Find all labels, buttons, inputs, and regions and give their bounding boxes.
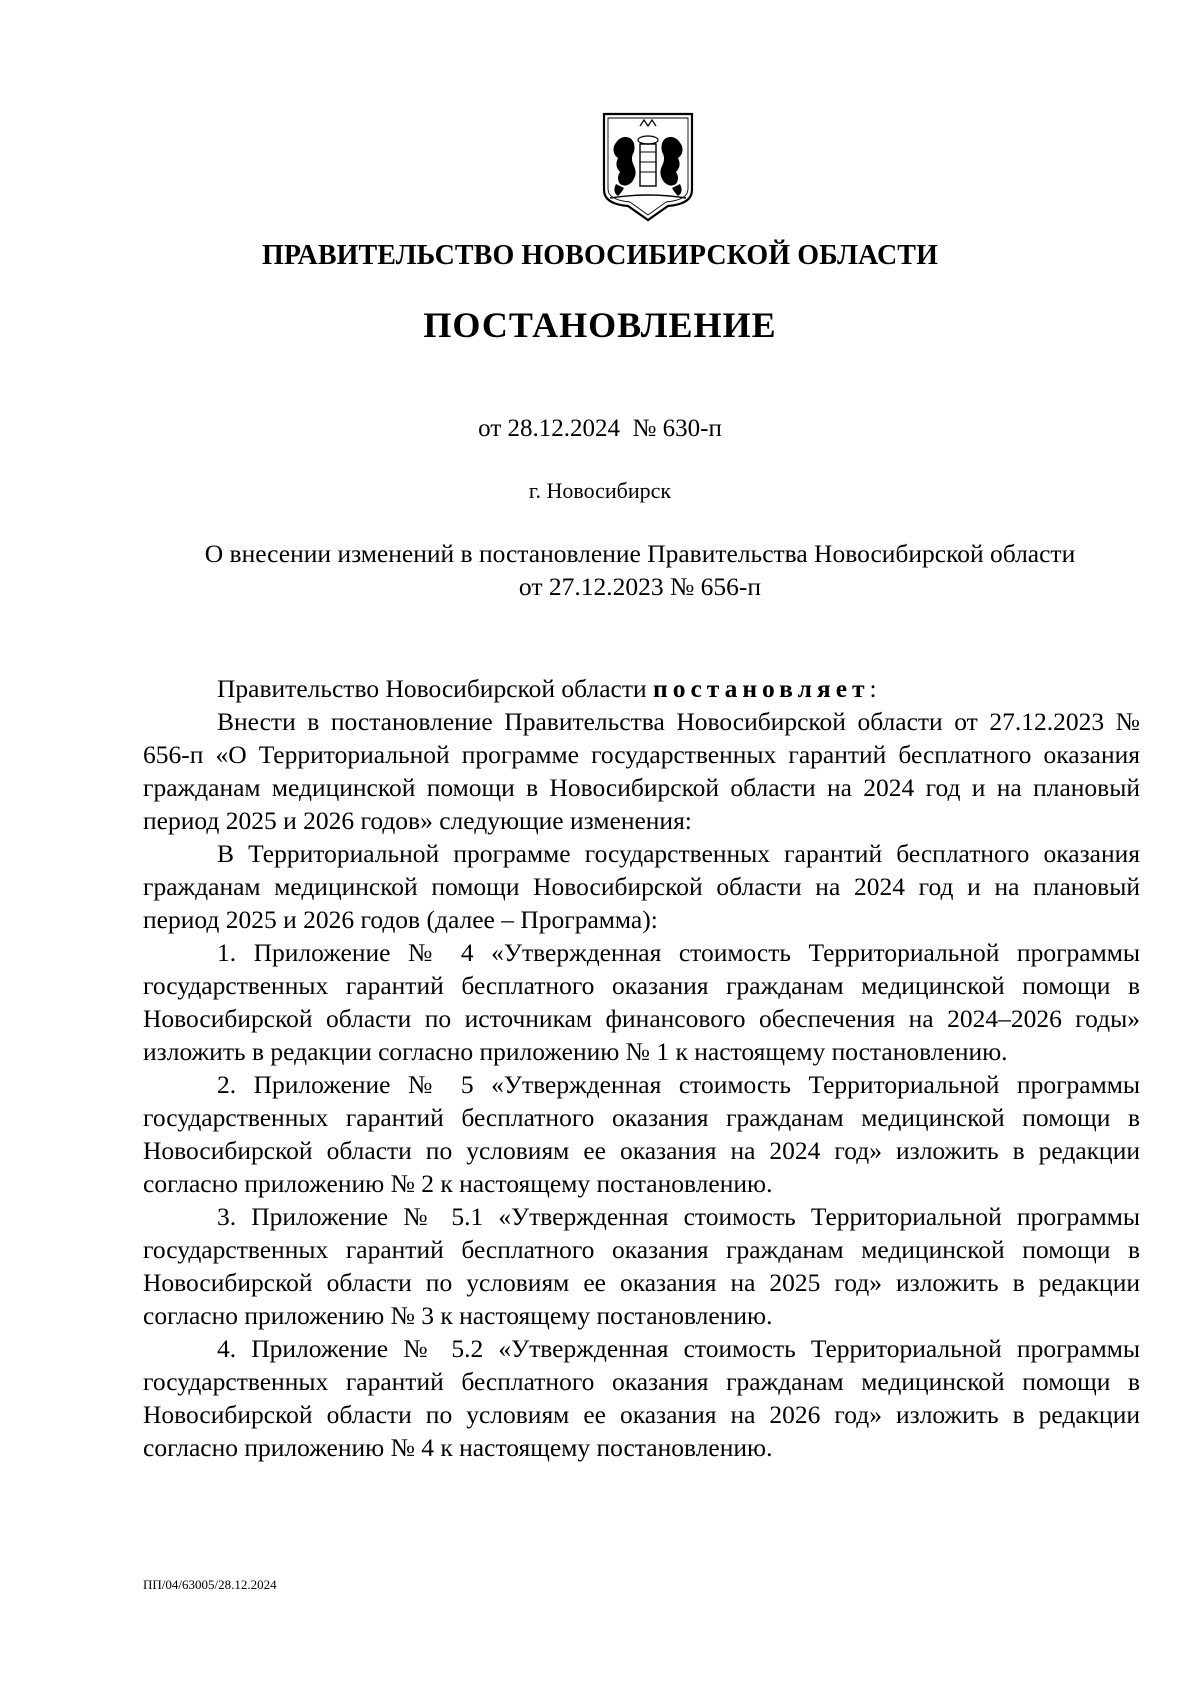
organization-title: ПРАВИТЕЛЬСТВО НОВОСИБИРСКОЙ ОБЛАСТИ xyxy=(262,240,938,271)
body-item-1: 1. Приложение № 4 «Утвержденная стоимость Территориальной программы государственных гарантий бесплатного оказания гражданам медицинской помощи в Новосибирской области по источникам финансового обеспечения на 2024–2026 годы» изложить в редакции согласно приложению № 1 к настоящему постановлению. xyxy=(143,938,1140,1066)
document-city: г. Новосибирск xyxy=(528,478,672,503)
body-paragraph-2: В Территориальной программе государственных гарантий бесплатного оказания гражданам медицинской помощи Новосибирской области на 2024 год и на плановый период 2025 и 2026 годов (далее – Программа): xyxy=(143,839,1140,934)
document-body xyxy=(143,672,1140,1464)
document-subject xyxy=(140,537,1140,603)
document-type: ПОСТАНОВЛЕНИЕ xyxy=(423,305,777,345)
body-intro-decree: постановляет xyxy=(653,674,870,703)
document-footer-code: ПП/04/63005/28.12.2024 xyxy=(143,1577,277,1592)
body-intro-prefix: Правительство Новосибирской области xyxy=(217,674,653,703)
body-item-4: 4. Приложение № 5.2 «Утвержденная стоимость Территориальной программы государственных гарантий бесплатного оказания гражданам медицинской помощи в Новосибирской области по условиям ее оказания на 2026 год» изложить в редакции согласно приложению № 4 к настоящему постановлению. xyxy=(143,1334,1140,1462)
coat-of-arms-icon xyxy=(600,112,696,222)
document-date-number: от 28.12.2024 № 630-п xyxy=(478,415,722,442)
body-intro-suffix: : xyxy=(869,674,877,703)
body-item-2: 2. Приложение № 5 «Утвержденная стоимость Территориальной программы государственных гарантий бесплатного оказания гражданам медицинской помощи в Новосибирской области по условиям ее оказания на 2024 год» изложить в редакции согласно приложению № 2 к настоящему постановлению. xyxy=(143,1070,1140,1198)
body-intro xyxy=(143,672,1140,705)
body-paragraph-1: Внести в постановление Правительства Новосибирской области от 27.12.2023 № 656-п «О Территориальной программе государственных гарантий бесплатного оказания гражданам медицинской помощи в Новосибирской области на 2024 год и на плановый период 2025 и 2026 годов» следующие изменения: xyxy=(143,707,1140,835)
document-subject-line-1: О внесении изменений в постановление Правительства Новосибирской области xyxy=(204,539,1076,568)
document-subject-line-2: от 27.12.2023 № 656-п xyxy=(518,572,762,601)
body-item-3: 3. Приложение № 5.1 «Утвержденная стоимость Территориальной программы государственных гарантий бесплатного оказания гражданам медицинской помощи в Новосибирской области по условиям ее оказания на 2025 год» изложить в редакции согласно приложению № 3 к настоящему постановлению. xyxy=(143,1202,1140,1330)
